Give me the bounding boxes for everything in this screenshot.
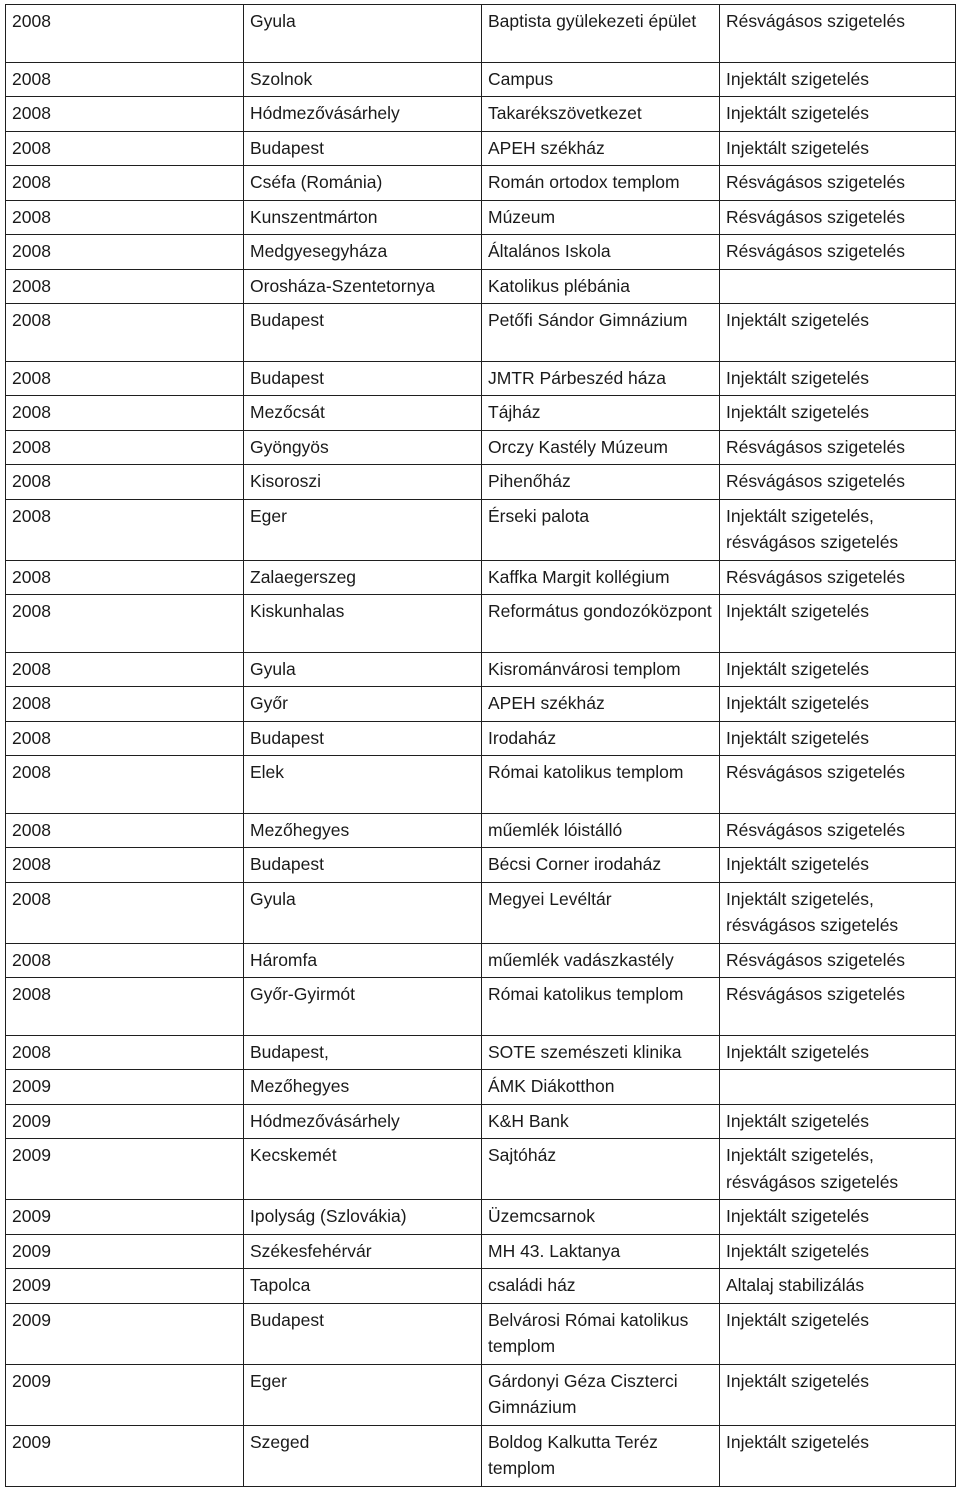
- year-cell: 2008: [6, 943, 244, 978]
- table-row: [6, 978, 956, 1036]
- insulation-type-cell: Résvágásos szigetelés: [720, 5, 956, 63]
- city-cell: Kunszentmárton: [244, 200, 482, 235]
- table-row: [6, 1104, 956, 1139]
- insulation-type-cell: Résvágásos szigetelés: [720, 235, 956, 270]
- table-row: [6, 1425, 956, 1486]
- building-cell: APEH székház: [482, 687, 720, 722]
- table-row: [6, 687, 956, 722]
- building-cell: Petőfi Sándor Gimnázium: [482, 304, 720, 362]
- table-row: [6, 756, 956, 814]
- insulation-type-cell: [720, 1070, 956, 1105]
- city-cell: Kecskemét: [244, 1139, 482, 1200]
- building-cell: Orczy Kastély Múzeum: [482, 430, 720, 465]
- insulation-type-cell: Injektált szigetelés: [720, 1104, 956, 1139]
- city-cell: Budapest: [244, 304, 482, 362]
- insulation-type-cell: Injektált szigetelés: [720, 1200, 956, 1235]
- building-cell: Baptista gyülekezeti épület: [482, 5, 720, 63]
- insulation-type-cell: Injektált szigetelés, résvágásos szigetelés: [720, 882, 956, 943]
- table-row: [6, 465, 956, 500]
- building-cell: Bécsi Corner irodaház: [482, 848, 720, 883]
- insulation-type-cell: Injektált szigetelés: [720, 1425, 956, 1486]
- year-cell: 2008: [6, 721, 244, 756]
- year-cell: 2008: [6, 97, 244, 132]
- city-cell: Cséfa (Románia): [244, 166, 482, 201]
- year-cell: 2008: [6, 131, 244, 166]
- city-cell: Hódmezővásárhely: [244, 1104, 482, 1139]
- insulation-type-cell: Injektált szigetelés: [720, 304, 956, 362]
- city-cell: Tapolca: [244, 1269, 482, 1304]
- year-cell: 2008: [6, 235, 244, 270]
- year-cell: 2008: [6, 62, 244, 97]
- building-cell: családi ház: [482, 1269, 720, 1304]
- table-row: [6, 1269, 956, 1304]
- table-row: [6, 1035, 956, 1070]
- insulation-type-cell: Altalaj stabilizálás: [720, 1269, 956, 1304]
- table-row: [6, 1200, 956, 1235]
- city-cell: Mezőcsát: [244, 396, 482, 431]
- city-cell: Budapest: [244, 361, 482, 396]
- table-row: [6, 166, 956, 201]
- insulation-type-cell: Injektált szigetelés, résvágásos szigetelés: [720, 499, 956, 560]
- building-cell: Campus: [482, 62, 720, 97]
- table-row: [6, 1070, 956, 1105]
- year-cell: 2008: [6, 813, 244, 848]
- table-row: [6, 813, 956, 848]
- table-row: [6, 1364, 956, 1425]
- building-cell: Irodaház: [482, 721, 720, 756]
- building-cell: Megyei Levéltár: [482, 882, 720, 943]
- table-row: [6, 848, 956, 883]
- year-cell: 2008: [6, 269, 244, 304]
- insulation-type-cell: Résvágásos szigetelés: [720, 560, 956, 595]
- insulation-type-cell: Injektált szigetelés: [720, 97, 956, 132]
- insulation-type-cell: Résvágásos szigetelés: [720, 465, 956, 500]
- year-cell: 2008: [6, 687, 244, 722]
- building-cell: Református gondozóközpont: [482, 595, 720, 653]
- city-cell: Budapest: [244, 1303, 482, 1364]
- insulation-type-cell: Injektált szigetelés: [720, 1364, 956, 1425]
- building-cell: Boldog Kalkutta Teréz templom: [482, 1425, 720, 1486]
- city-cell: Budapest: [244, 848, 482, 883]
- building-cell: Sajtóház: [482, 1139, 720, 1200]
- building-cell: műemlék vadászkastély: [482, 943, 720, 978]
- city-cell: Eger: [244, 1364, 482, 1425]
- building-cell: Múzeum: [482, 200, 720, 235]
- year-cell: 2008: [6, 5, 244, 63]
- city-cell: Mezőhegyes: [244, 1070, 482, 1105]
- year-cell: 2008: [6, 166, 244, 201]
- year-cell: 2008: [6, 430, 244, 465]
- city-cell: Budapest: [244, 131, 482, 166]
- table-row: [6, 721, 956, 756]
- year-cell: 2008: [6, 304, 244, 362]
- building-cell: Érseki palota: [482, 499, 720, 560]
- city-cell: Orosháza-Szentetornya: [244, 269, 482, 304]
- city-cell: Medgyesegyháza: [244, 235, 482, 270]
- city-cell: Gyöngyös: [244, 430, 482, 465]
- city-cell: Szeged: [244, 1425, 482, 1486]
- building-cell: SOTE szemészeti klinika: [482, 1035, 720, 1070]
- building-cell: Üzemcsarnok: [482, 1200, 720, 1235]
- insulation-type-cell: Injektált szigetelés: [720, 1234, 956, 1269]
- building-cell: Tájház: [482, 396, 720, 431]
- year-cell: 2008: [6, 595, 244, 653]
- insulation-type-cell: Injektált szigetelés, résvágásos szigetelés: [720, 1139, 956, 1200]
- table-row: [6, 652, 956, 687]
- building-cell: műemlék lóistálló: [482, 813, 720, 848]
- building-cell: Pihenőház: [482, 465, 720, 500]
- year-cell: 2009: [6, 1269, 244, 1304]
- city-cell: Háromfa: [244, 943, 482, 978]
- building-cell: JMTR Párbeszéd háza: [482, 361, 720, 396]
- city-cell: Győr: [244, 687, 482, 722]
- year-cell: 2008: [6, 652, 244, 687]
- insulation-type-cell: Injektált szigetelés: [720, 652, 956, 687]
- city-cell: Győr-Gyirmót: [244, 978, 482, 1036]
- insulation-type-cell: Résvágásos szigetelés: [720, 978, 956, 1036]
- year-cell: 2009: [6, 1070, 244, 1105]
- city-cell: Budapest,: [244, 1035, 482, 1070]
- table-row: [6, 62, 956, 97]
- insulation-type-cell: Résvágásos szigetelés: [720, 813, 956, 848]
- city-cell: Gyula: [244, 5, 482, 63]
- table-row: [6, 396, 956, 431]
- table-row: [6, 430, 956, 465]
- year-cell: 2008: [6, 560, 244, 595]
- table-row: [6, 499, 956, 560]
- year-cell: 2009: [6, 1303, 244, 1364]
- year-cell: 2008: [6, 465, 244, 500]
- insulation-type-cell: Injektált szigetelés: [720, 595, 956, 653]
- year-cell: 2008: [6, 1035, 244, 1070]
- table-row: [6, 595, 956, 653]
- table-row: [6, 943, 956, 978]
- table-row: [6, 361, 956, 396]
- year-cell: 2009: [6, 1104, 244, 1139]
- table-row: [6, 131, 956, 166]
- year-cell: 2008: [6, 200, 244, 235]
- insulation-type-cell: Résvágásos szigetelés: [720, 430, 956, 465]
- year-cell: 2008: [6, 848, 244, 883]
- year-cell: 2009: [6, 1425, 244, 1486]
- table-row: [6, 560, 956, 595]
- year-cell: 2008: [6, 361, 244, 396]
- insulation-type-cell: Injektált szigetelés: [720, 361, 956, 396]
- city-cell: Budapest: [244, 721, 482, 756]
- city-cell: Gyula: [244, 652, 482, 687]
- year-cell: 2009: [6, 1364, 244, 1425]
- year-cell: 2008: [6, 396, 244, 431]
- table-row: [6, 200, 956, 235]
- table-row: [6, 1303, 956, 1364]
- year-cell: 2009: [6, 1234, 244, 1269]
- building-cell: Kisrománvárosi templom: [482, 652, 720, 687]
- references-document: [5, 4, 955, 1487]
- table-row: [6, 1139, 956, 1200]
- insulation-type-cell: Injektált szigetelés: [720, 1035, 956, 1070]
- insulation-type-cell: Injektált szigetelés: [720, 1303, 956, 1364]
- insulation-type-cell: [720, 269, 956, 304]
- table-row: [6, 5, 956, 63]
- building-cell: Római katolikus templom: [482, 978, 720, 1036]
- insulation-type-cell: Résvágásos szigetelés: [720, 166, 956, 201]
- city-cell: Kiskunhalas: [244, 595, 482, 653]
- city-cell: Hódmezővásárhely: [244, 97, 482, 132]
- year-cell: 2008: [6, 882, 244, 943]
- insulation-type-cell: Résvágásos szigetelés: [720, 943, 956, 978]
- insulation-type-cell: Injektált szigetelés: [720, 848, 956, 883]
- city-cell: Mezőhegyes: [244, 813, 482, 848]
- insulation-type-cell: Résvágásos szigetelés: [720, 200, 956, 235]
- references-table-body: [6, 5, 956, 1487]
- building-cell: Katolikus plébánia: [482, 269, 720, 304]
- year-cell: 2009: [6, 1200, 244, 1235]
- building-cell: Gárdonyi Géza Ciszterci Gimnázium: [482, 1364, 720, 1425]
- building-cell: Általános Iskola: [482, 235, 720, 270]
- table-row: [6, 1234, 956, 1269]
- building-cell: Kaffka Margit kollégium: [482, 560, 720, 595]
- building-cell: APEH székház: [482, 131, 720, 166]
- insulation-type-cell: Injektált szigetelés: [720, 62, 956, 97]
- insulation-type-cell: Injektált szigetelés: [720, 687, 956, 722]
- city-cell: Elek: [244, 756, 482, 814]
- city-cell: Gyula: [244, 882, 482, 943]
- city-cell: Székesfehérvár: [244, 1234, 482, 1269]
- year-cell: 2009: [6, 1139, 244, 1200]
- insulation-type-cell: Résvágásos szigetelés: [720, 756, 956, 814]
- city-cell: Eger: [244, 499, 482, 560]
- city-cell: Szolnok: [244, 62, 482, 97]
- city-cell: Kisoroszi: [244, 465, 482, 500]
- insulation-type-cell: Injektált szigetelés: [720, 396, 956, 431]
- building-cell: Római katolikus templom: [482, 756, 720, 814]
- insulation-type-cell: Injektált szigetelés: [720, 721, 956, 756]
- year-cell: 2008: [6, 756, 244, 814]
- table-row: [6, 235, 956, 270]
- building-cell: Belvárosi Római katolikus templom: [482, 1303, 720, 1364]
- building-cell: ÁMK Diákotthon: [482, 1070, 720, 1105]
- building-cell: K&H Bank: [482, 1104, 720, 1139]
- table-row: [6, 304, 956, 362]
- building-cell: MH 43. Laktanya: [482, 1234, 720, 1269]
- city-cell: Zalaegerszeg: [244, 560, 482, 595]
- city-cell: Ipolyság (Szlovákia): [244, 1200, 482, 1235]
- references-table: [5, 4, 956, 1487]
- building-cell: Román ortodox templom: [482, 166, 720, 201]
- year-cell: 2008: [6, 978, 244, 1036]
- year-cell: 2008: [6, 499, 244, 560]
- table-row: [6, 269, 956, 304]
- building-cell: Takarékszövetkezet: [482, 97, 720, 132]
- table-row: [6, 97, 956, 132]
- table-row: [6, 882, 956, 943]
- insulation-type-cell: Injektált szigetelés: [720, 131, 956, 166]
